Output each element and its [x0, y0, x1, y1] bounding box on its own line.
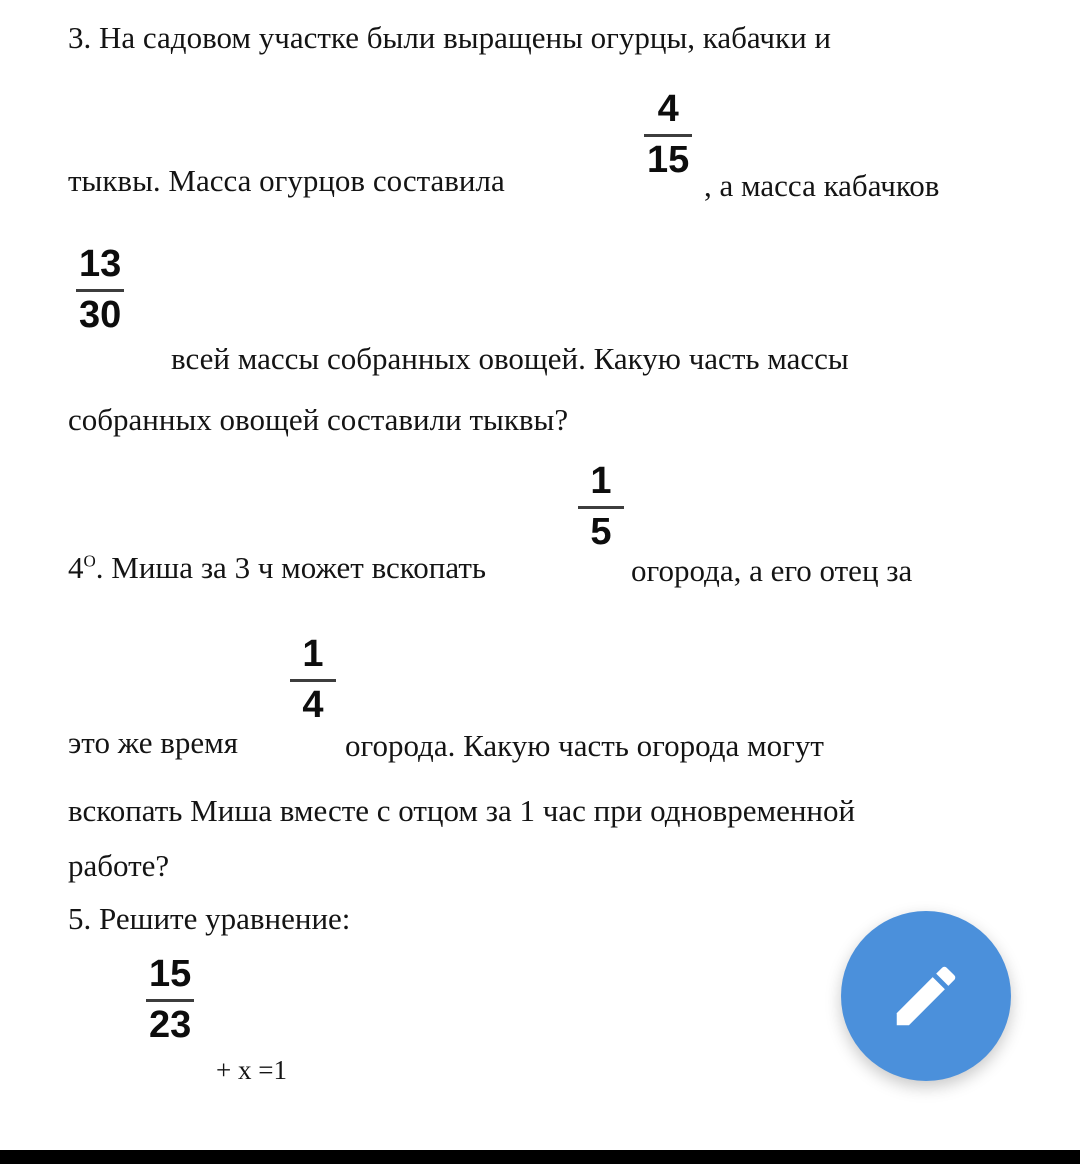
- problem3-line1-text: 3. На садовом участке были выращены огурцы, кабачки и: [68, 20, 832, 55]
- fraction-1-4: [290, 635, 336, 725]
- fraction-denominator: 15: [647, 138, 690, 181]
- problem5-equation-row: [68, 955, 568, 1095]
- problem3-line4-row: [68, 404, 1016, 435]
- problem5-equation-tail: + х =1: [216, 1055, 287, 1085]
- problem3-line2-after: , а масса кабачков: [704, 168, 940, 203]
- problem3-line4: собранных овощей составили тыквы?: [68, 402, 569, 437]
- problem4-number: 4: [68, 550, 84, 585]
- fraction-13-30: [76, 245, 124, 335]
- problem4-line1-before: [68, 552, 486, 583]
- fraction-denominator: 30: [79, 293, 122, 336]
- problem3-line2-before: тыквы. Масса огурцов составила: [68, 163, 505, 198]
- problem5-line1: 5. Решите уравнение:: [68, 901, 351, 936]
- problem4-line2-before: это же время: [68, 725, 238, 760]
- fraction-denominator: 5: [590, 510, 612, 553]
- fraction-numerator: 1: [302, 633, 324, 675]
- fraction-1-5: [578, 462, 624, 552]
- problem3-line2-row: [68, 90, 1016, 220]
- problem4-line4-row: [68, 850, 1016, 881]
- problem3-line1-row: [68, 22, 1016, 53]
- problem4-line1-before-text: . Миша за 3 ч может вскопать: [95, 550, 487, 585]
- edit-fab-button[interactable]: [841, 911, 1011, 1081]
- fraction-denominator: 4: [302, 683, 324, 726]
- fraction-numerator: 4: [657, 88, 679, 130]
- fraction-bar: [644, 134, 692, 137]
- problem4-line2-row: [68, 635, 1016, 765]
- problem3-line1: [68, 22, 1016, 53]
- fraction-4-15: [644, 90, 692, 180]
- problem4-line1-row: [68, 462, 1016, 592]
- fraction-bar: [76, 289, 124, 292]
- problem4-line4: работе?: [68, 848, 170, 883]
- pencil-icon: [887, 957, 965, 1035]
- fraction-bar: [290, 679, 336, 682]
- bottom-black-bar: [0, 1150, 1080, 1164]
- fraction-denominator: 23: [149, 1003, 192, 1046]
- problem4-line3: вскопать Миша вместе с отцом за 1 час при одновременной: [68, 793, 856, 828]
- fraction-numerator: 15: [149, 953, 192, 995]
- fraction-numerator: 13: [79, 243, 122, 285]
- fraction-15-23: [146, 955, 194, 1045]
- fraction-numerator: 1: [590, 460, 612, 502]
- fraction-bar: [146, 999, 194, 1002]
- fraction-bar: [578, 506, 624, 509]
- problem4-line2-after: огорода. Какую часть огорода могут: [345, 728, 824, 763]
- problem4-line3-row: [68, 795, 1016, 826]
- problem3-line3-row: [68, 245, 1016, 375]
- problem4-superscript: O: [83, 551, 96, 571]
- problem3-line3-after: всей массы собранных овощей. Какую часть массы: [171, 341, 849, 376]
- problem4-line1-after: огорода, а его отец за: [631, 553, 913, 588]
